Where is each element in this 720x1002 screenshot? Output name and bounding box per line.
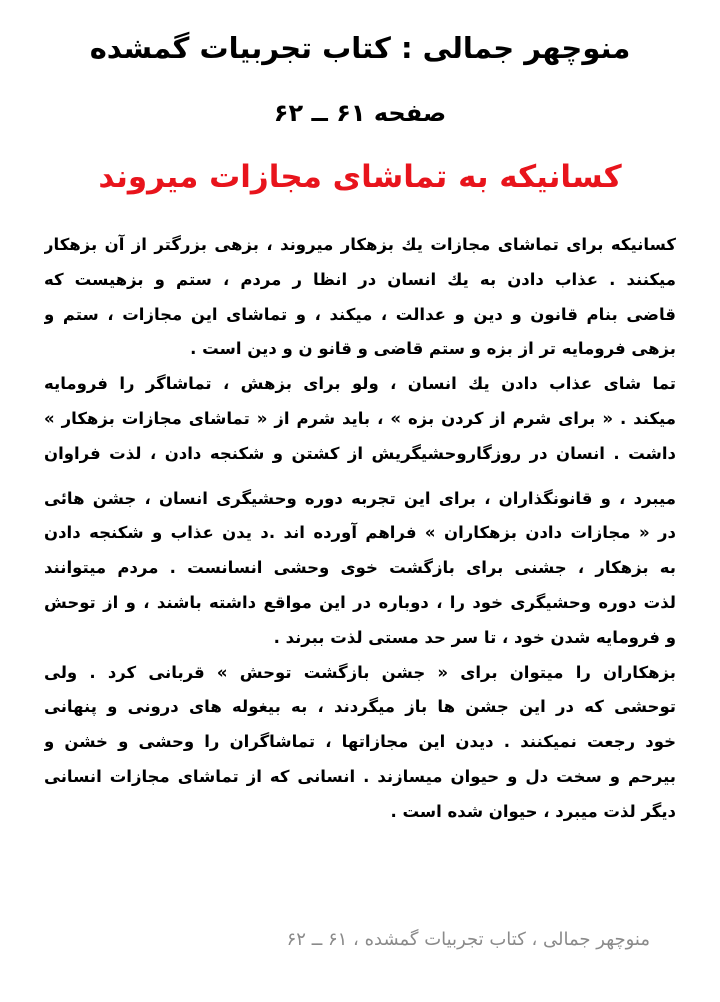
page-range: صفحه ۶۱ ــ ۶۲ — [273, 99, 447, 127]
text-line: در « مجازات دادن بزهکاران » فراهم آورده اند .د یدن عذاب و شکنجه دادن — [44, 523, 676, 543]
text-line: میکنند . عذاب دادن به یك انسان در انظا ر مردم ، ستم و بزهیست که — [44, 269, 676, 289]
text-line: کسانیکه برای تماشای مجازات یك بزهکار میروند ، بزهی بزرگتر از آن بزهکار — [44, 235, 676, 254]
article-heading: کسانیکه به تماشای مجازات میروند — [98, 159, 622, 195]
text-line: و فرومایه شدن خود ، تا سر حد مستی لذت ببرند . — [273, 627, 676, 647]
text-line: بزهکاران را میتوان برای « جشن بازگشت توحش » قربانی کرد . ولی — [44, 662, 676, 682]
text-line: داشت . انسان در روزگاروحشیگریش از کشتن و شکنجه دادن ، لذت فراوان — [44, 443, 676, 463]
text-line: میکند . « برای شرم از کردن بزه » ، باید شرم از « تماشای مجازات بزهکار » — [44, 408, 676, 428]
text-line: بزهی فرومایه تر از بزه و ستم قاضی و قانو ن و دین است . — [190, 339, 676, 359]
text-line: توحشی که در این جشن ها باز میگردند ، به بیغوله های درونی و پنهانی — [44, 697, 676, 717]
text-line: دیگر لذت میبرد ، حیوان شده است . — [390, 801, 676, 821]
page-title: منوچهر جمالی : کتاب تجربیات گمشده — [89, 31, 631, 65]
text-line: لذت دوره وحشیگری خود را ، دوباره در این مواقع داشته باشند ، و از توحش — [44, 592, 676, 612]
text-line: خود رجعت نمیکنند . دیدن این مجازاتها ، تماشاگران را وحشی و خشن و — [44, 732, 676, 752]
text-line: به بزهکار ، جشنی برای بازگشت خوی وحشی انسانست . مردم میتوانند — [44, 558, 676, 578]
text-line: تما شای عذاب دادن یك انسان ، ولو برای بزهش ، تماشاگر را فرومایه — [44, 374, 676, 394]
text-line: بیرحم و سخت دل و حیوان میسازند . انسانی که از تماشای مجازات انسانی — [44, 766, 676, 786]
text-line: میبرد ، و قانونگذاران ، برای این تجربه دوره وحشیگری انسان ، جشن هائی — [44, 488, 676, 508]
footer-citation: منوچهر جمالی ، کتاب تجربیات گمشده ، ۶۱ ــ ۶۲ — [286, 929, 650, 950]
article-body — [44, 228, 676, 830]
text-line: قاضی بنام قانون و دین و عدالت ، میکند ، و تماشای این مجازات ، ستم و — [44, 304, 676, 324]
